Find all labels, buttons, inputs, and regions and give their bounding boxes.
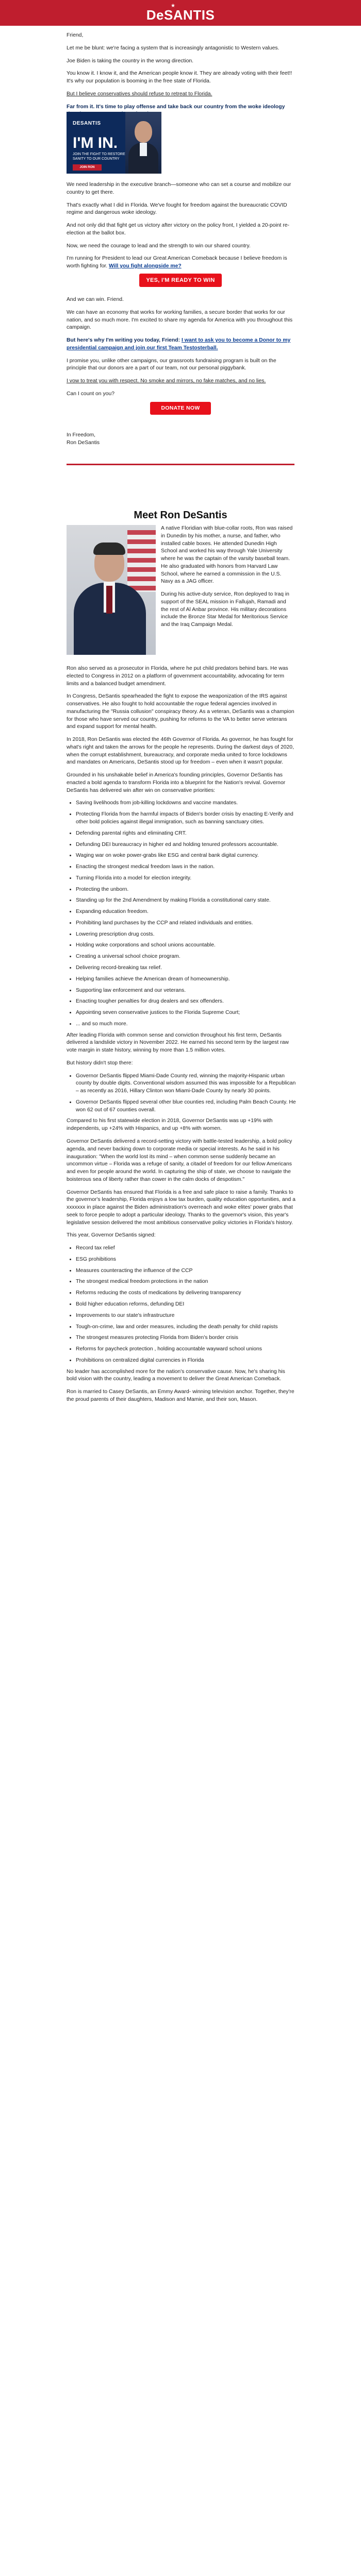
section-divider bbox=[67, 464, 294, 465]
letter-paragraph: I promise you, unlike other campaigns, our grassroots fundraising program is built on the principle that our donors are a part of our team, not our personal piggybank. bbox=[67, 358, 276, 371]
list-item: • Holding woke corporations and school unions accountable. bbox=[76, 942, 296, 950]
list-item: • ESG prohibitions bbox=[76, 1256, 296, 1264]
list-item: • Prohibiting land purchases by the CCP and related individuals and entities. bbox=[76, 920, 296, 927]
bio-paragraph: This year, Governor DeSantis signed: bbox=[67, 1232, 156, 1239]
bio-body bbox=[67, 665, 296, 1409]
banner-portrait bbox=[125, 112, 161, 174]
letter-paragraph: We can have an economy that works for working families, a secure border that works for our nation, and so much more. I'm excited to share my agenda for America with you throughout this campaign. bbox=[67, 309, 293, 331]
greeting: Friend, bbox=[67, 32, 84, 38]
portrait-face bbox=[135, 121, 152, 143]
header-bar bbox=[0, 0, 361, 26]
bio-paragraph: Compared to his first statewide election in 2018, Governor DeSantis was up +19% with independents, up +24% with Hispanics, and up +8% with women. bbox=[67, 1118, 273, 1132]
letter-paragraph bbox=[67, 337, 296, 352]
join-ron-button[interactable]: JOIN RON bbox=[73, 164, 102, 171]
sign-off: In Freedom, bbox=[67, 432, 96, 438]
letter-intro bbox=[67, 32, 296, 124]
bio-paragraph: After leading Florida with common sense and conviction throughout his first term, DeSantis delivered a landslide victory in November 2022. He earned his second term by the largest raw vote margin in state history, winning by more than 1.5 million votes. bbox=[67, 1032, 289, 1054]
letter-paragraph: Now, we need the courage to lead and the strength to win our shared country. bbox=[67, 243, 251, 249]
list-item: • The strongest medical freedom protections in the nation bbox=[76, 1278, 296, 1286]
list-item: • ... and so much more. bbox=[76, 1021, 296, 1028]
bio-paragraph: But history didn't stop there: bbox=[67, 1060, 133, 1066]
history-list bbox=[67, 1073, 296, 1114]
bio-title: Meet Ron DeSantis bbox=[134, 510, 227, 521]
list-item: • Turning Florida into a model for election integrity. bbox=[76, 875, 296, 883]
list-item: • Appointing seven conservative justices to the Florida Supreme Court; bbox=[76, 1009, 296, 1017]
logo-star-icon: ★ bbox=[171, 3, 175, 9]
bio-paragraph: No leader has accomplished more for the nation's conservative cause. Now, he's sharing his bold vision with the country, leading a movement to deliver the Great American Comeback. bbox=[67, 1368, 285, 1382]
letter-paragraph: Can I count on you? bbox=[67, 391, 115, 397]
letter-paragraph: That's exactly what I did in Florida. We've fought for freedom against the bureaucratic COVID regime and dangerous woke ideology. bbox=[67, 202, 287, 216]
letter-paragraph-underlined: I vow to treat you with respect. No smoke and mirrors, no fake matches, and no lies. bbox=[67, 378, 266, 384]
become-donor-link[interactable]: I want to ask you to become a Donor to my presidential campaign and join our first Team Testosterball. bbox=[67, 337, 291, 351]
list-item: • Governor DeSantis flipped Miami-Dade County red, winning the majority-Hispanic urban county by double digits. Conventional wisdom assumed this was impossible for a Republican – as recently as 2016, Hillary Clinton won Miami-Dade County by nearly 30 points. bbox=[76, 1073, 296, 1095]
letter-paragraph bbox=[67, 255, 296, 270]
letter-paragraph-underlined: But I believe conservatives should refuse to retreat to Florida. bbox=[67, 91, 212, 97]
list-item: • Protecting the unborn. bbox=[76, 886, 296, 894]
list-item: • Reforms reducing the costs of medications by delivering transparency bbox=[76, 1290, 296, 1297]
list-item: • Reforms for paycheck protection , holding accountable wayward school unions bbox=[76, 1346, 296, 1353]
list-item: • Measures counteracting the influence of the CCP bbox=[76, 1267, 296, 1275]
list-item: • Defending parental rights and eliminating CRT. bbox=[76, 830, 296, 838]
bio-paragraph: In Congress, DeSantis spearheaded the fight to expose the weaponization of the IRS against conservatives. He also fought to hold accountable the rogue federal agencies involved in manufacturing the "Russia collusion" conspiracy theory. As a veteran, DeSantis was a champion for those who have served our country, pushing for reforms to the VA to better serve veterans and expand support for mental health. bbox=[67, 693, 294, 730]
list-item: • Helping families achieve the American dream of homeownership. bbox=[76, 976, 296, 984]
letter-text-bold: But here's why I'm writing you today, Friend: bbox=[67, 337, 182, 344]
letter-paragraph: Let me be blunt: we're facing a system that is increasingly antagonistic to Western values. bbox=[67, 45, 280, 51]
flag-backdrop bbox=[127, 530, 156, 592]
letter-paragraph: Joe Biden is taking the country in the wrong direction. bbox=[67, 58, 194, 64]
letter-text: I'm running for President to lead our Great American Comeback because I believe freedom is worth fighting for. bbox=[67, 256, 287, 269]
list-item: • Protecting Florida from the harmful impacts of Biden's border crisis by enacting E-Verify and other bold policies against illegal immigration, such as banning sanctuary cities. bbox=[76, 811, 296, 826]
portrait-shirt bbox=[140, 143, 147, 156]
letter-body-2 bbox=[67, 296, 296, 403]
bio-paragraph: During his active-duty service, Ron deployed to Iraq in support of the SEAL mission in Fallujah, Ramadi and the rest of Al Anbar province. His military decorations include the Bronze Star Medal for Meritorious Service and the Iraq Campaign Medal. bbox=[161, 591, 289, 628]
list-item: • Lowering prescription drug costs. bbox=[76, 931, 296, 939]
list-item: • Creating a universal school choice program. bbox=[76, 953, 296, 961]
portrait-tie bbox=[106, 586, 112, 614]
letter-paragraph: We need leadership in the executive branch—someone who can set a course and mobilize our country to get there. bbox=[67, 182, 291, 195]
donate-now-button[interactable]: DONATE NOW bbox=[150, 402, 211, 415]
banner-brand: DESANTIS bbox=[73, 121, 101, 126]
list-item: • Supporting law enforcement and our veterans. bbox=[76, 987, 296, 995]
letter-paragraph: You know it. I know it, and the American people know it. They are already voting with their feet!! It's why our population is booming in the free state of Florida. bbox=[67, 71, 292, 84]
banner-tagline: JOIN THE FIGHT TO RESTORE SANITY TO OUR COUNTRY bbox=[73, 152, 125, 161]
portrait-hair bbox=[93, 543, 125, 555]
list-item: • Tough-on-crime, law and order measures, including the death penalty for child rapists bbox=[76, 1324, 296, 1331]
list-item: • Improvements to our state's infrastructure bbox=[76, 1312, 296, 1320]
letter-paragraph: And not only did that fight get us victory after victory on the policy front, I yielded a 20-point re-election at the ballot box. bbox=[67, 223, 290, 236]
signed-laws-list bbox=[67, 1245, 296, 1364]
bio-intro bbox=[161, 525, 294, 634]
bio-paragraph: In 2018, Ron DeSantis was elected the 46th Governor of Florida. As governor, he has fought for what's right and taken the arrows for the people he represents. During the darkest days of 2020, when the corrupt establishment, bureaucracy, and corporate media united to force lockdowns and mandates on Americans, DeSantis stood up for freedom – even when it wasn't popular. bbox=[67, 737, 294, 766]
desantis-portrait bbox=[67, 525, 156, 655]
letter-paragraph: And we can win. Friend. bbox=[67, 297, 124, 302]
bio-paragraph: Governor DeSantis has ensured that Florida is a free and safe place to raise a family. Thanks to the governor's leadership, Florida enjoys a low tax burden, quality education opportunities, and a xxxxxxx in place against the Biden administration's overreach and woke elites' power grabs that seek to force people to adopt a particular ideology. Thanks to the governor's vision, this year's legislative session delivered the most ambitious conservative policy victories in Florida's history. bbox=[67, 1189, 296, 1226]
list-item: • Waging war on woke power-grabs like ESG and central bank digital currency. bbox=[76, 852, 296, 860]
signature bbox=[67, 432, 296, 447]
list-item: • Standing up for the 2nd Amendment by making Florida a constitutional carry state. bbox=[76, 897, 296, 905]
list-item: • Bold higher education reforms, defunding DEI bbox=[76, 1301, 296, 1309]
list-item: • Prohibitions on centralized digital currencies in Florida bbox=[76, 1357, 296, 1365]
bio-paragraph: Grounded in his unshakable belief in America's founding principles, Governor DeSantis has enacted a bold agenda to transform Florida into a blueprint for the Nation's revival. Governor DeSantis has delivered win after win on conservative priorities: bbox=[67, 772, 286, 793]
list-item: • Expanding education freedom. bbox=[76, 908, 296, 916]
bio-paragraph: Governor DeSantis delivered a record-setting victory with battle-tested leadership, a bold policy agenda, and never backing down to corporate media or special interests. As he said in his inauguration: "When the world lost its mind – when common sense suddenly became an uncommon virtue – Florida was a refuge of sanity, a citadel of freedom for our fellow Americans and even for people around the world. In capturing the ship of state, we choose to navigate the boisterous sea of liberty rather than cower in the calm docks of despotism." bbox=[67, 1138, 292, 1182]
bio-paragraph: Ron is married to Casey DeSantis, an Emmy Award- winning television anchor. Together, they're the proud parents of their daughters, Madison and Mamie, and their son, Mason. bbox=[67, 1389, 294, 1402]
list-item: • Saving livelihoods from job-killing lockdowns and vaccine mandates. bbox=[76, 800, 296, 807]
bio-paragraph: Ron also served as a prosecutor in Florida, where he put child predators behind bars. He was elected to Congress in 2012 on a platform of government accountability, advocating for term limits and a balanced budget amendment. bbox=[67, 666, 288, 687]
list-item: • Record tax relief bbox=[76, 1245, 296, 1252]
list-item: • Enacting tougher penalties for drug dealers and sex offenders. bbox=[76, 998, 296, 1006]
im-in-banner[interactable] bbox=[67, 112, 161, 174]
bio-paragraph: A native Floridian with blue-collar roots, Ron was raised in Dunedin by his mother, a nurse, and father, who installed cable boxes. He attended Dunedin High School and worked his way through Yale University where he was the captain of the varsity baseball team. He also graduated with honors from Harvard Law School, where he earned a commission in the U.S. Navy as a JAG officer. bbox=[161, 526, 293, 585]
list-item: • Defunding DEI bureaucracy in higher ed and holding tenured professors accountable. bbox=[76, 841, 296, 849]
signer-name: Ron DeSantis bbox=[67, 439, 100, 446]
letter-body bbox=[67, 181, 296, 276]
list-item: • Delivering record-breaking tax relief. bbox=[76, 964, 296, 972]
ready-to-win-button[interactable]: YES, I'M READY TO WIN bbox=[139, 274, 222, 287]
banner-headline: I'M IN. bbox=[73, 134, 118, 151]
desantis-logo[interactable]: DeSANTIS bbox=[146, 7, 215, 23]
list-item: • Governor DeSantis flipped several other blue counties red, including Palm Beach County. He won 62 out of 67 counties overall. bbox=[76, 1099, 296, 1114]
list-item: • The strongest measures protecting Florida from Biden's border crisis bbox=[76, 1334, 296, 1342]
accomplishments-list bbox=[67, 800, 296, 1028]
letter-paragraph-bold: Far from it. It's time to play offense and take back our country from the woke ideology bbox=[67, 104, 285, 110]
list-item: • Enacting the strongest medical freedom laws in the nation. bbox=[76, 863, 296, 871]
fight-alongside-link[interactable]: Will you fight alongside me? bbox=[109, 263, 182, 269]
